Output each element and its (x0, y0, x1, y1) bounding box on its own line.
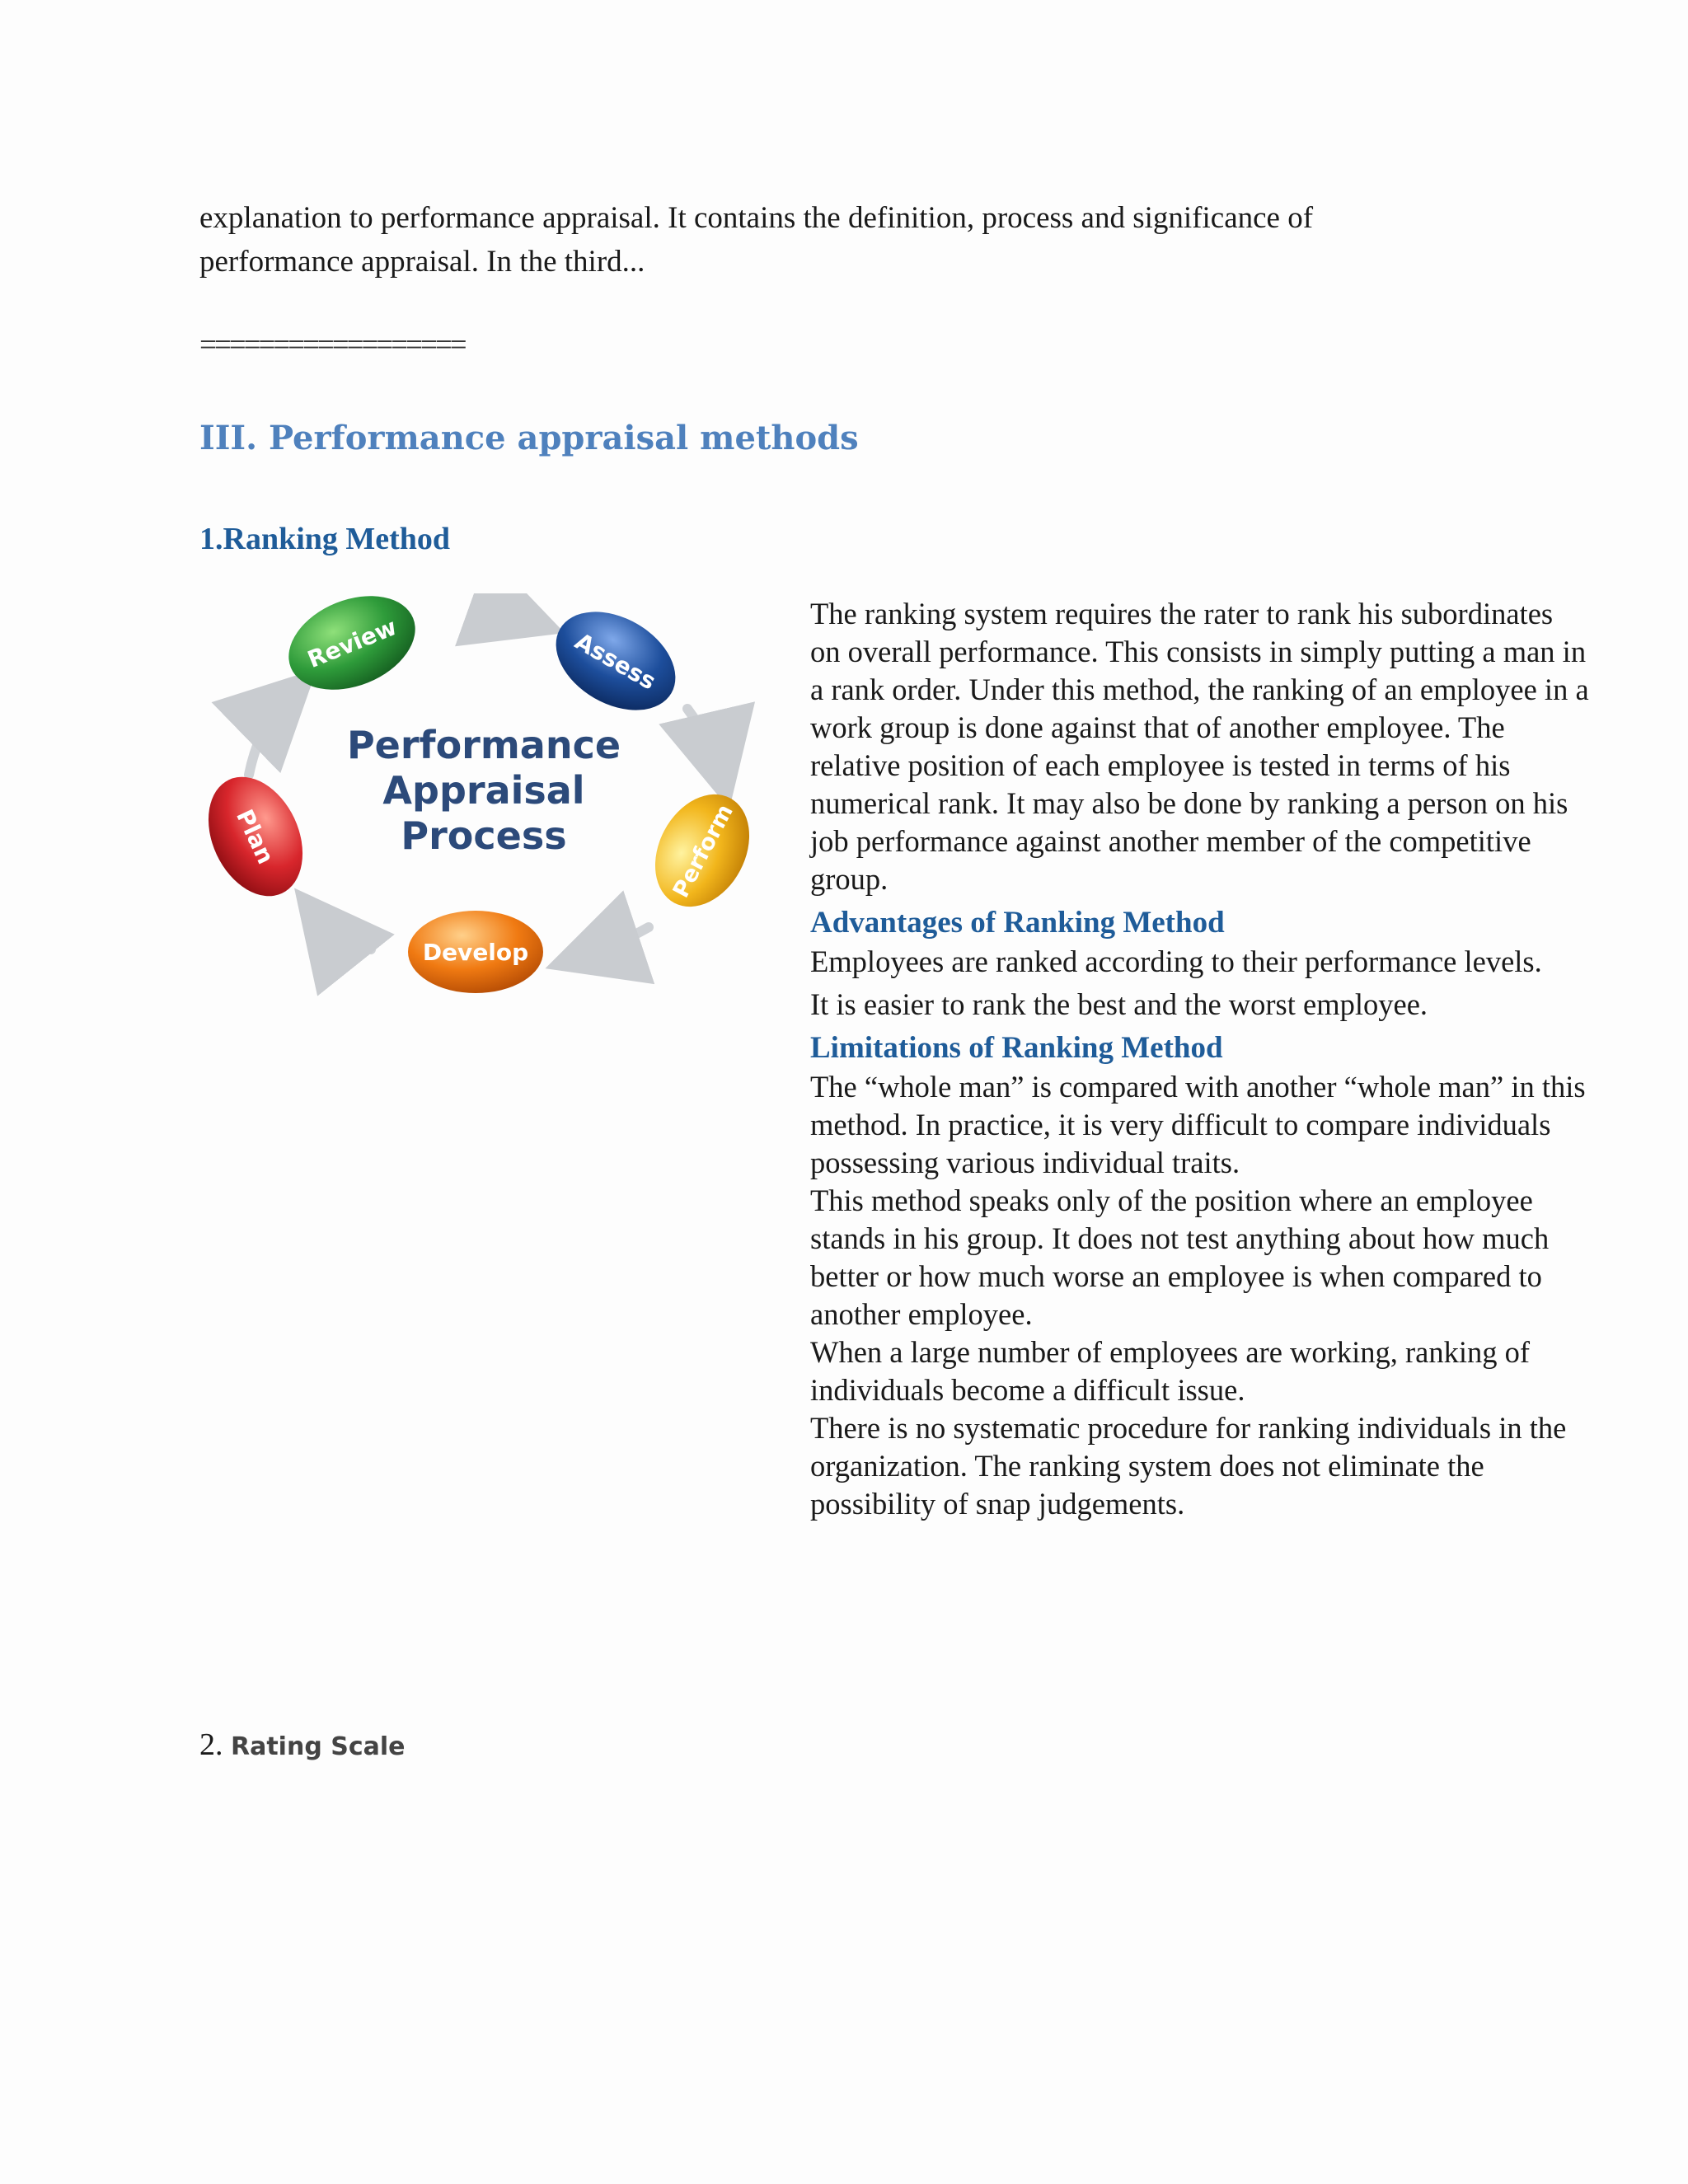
review-label: Review (303, 612, 401, 673)
intro-line-1: explanation to performance appraisal. It contains the definition, process and significance of (199, 201, 1314, 235)
process-title-line-2: Appraisal (382, 768, 585, 813)
stage-develop (408, 911, 543, 993)
process-title-line-1: Performance (346, 723, 621, 767)
arrow-develop-to-plan (319, 919, 371, 949)
appraisal-process-figure (199, 593, 768, 1005)
rating-scale-label: Rating Scale (231, 1732, 406, 1761)
section-title: III. Performance appraisal methods (199, 419, 859, 457)
separator-line: ================== (199, 328, 465, 362)
stage-perform (636, 778, 767, 923)
limitations-heading: Limitations of Ranking Method (810, 1031, 1223, 1065)
arrow-plan-to-review (249, 696, 288, 775)
limitation-item: The “whole man” is compared with another “whole man” in this method. In practice, it is very difficult to compare individuals possessing various individual traits. (810, 1070, 1586, 1179)
process-title (347, 723, 621, 858)
intro-line-2: performance appraisal. In the third... (199, 245, 645, 279)
limitation-item: This method speaks only of the position where an employee stands in his group. It does not test anything about how much better or how much worse an employee is when compared to another employee. (810, 1183, 1550, 1331)
advantages-heading: Advantages of Ranking Method (810, 906, 1225, 940)
perform-label: Perform (668, 800, 738, 902)
stage-review (274, 593, 429, 707)
intro-paragraph (199, 196, 1452, 284)
rating-scale-heading (199, 1727, 406, 1763)
stage-plan (199, 762, 321, 912)
process-title-line-3: Process (401, 813, 567, 858)
advantage-item: Employees are ranked according to their performance levels. (810, 944, 1542, 978)
ranking-description: The ranking system requires the rater to rank his subordinates on overall performance. This consists in simply putting a man in a rank order. Under this method, the ranking of an employee in a work group is done against that of another employee. The relative position of each employee is tested in terms of his numerical rank. It may also be done by ranking a person on his job performance against another member of the competitive group. (810, 597, 1589, 896)
rating-scale-number: 2. (199, 1727, 223, 1762)
ranking-method-text (810, 595, 1589, 1523)
arrow-review-to-assess (476, 615, 528, 620)
develop-label: Develop (422, 939, 529, 966)
arrow-assess-to-perform (687, 709, 720, 771)
plan-label: Plan (231, 804, 280, 869)
subsection-title: 1.Ranking Method (199, 522, 451, 556)
assess-label: Assess (570, 627, 661, 696)
stage-assess (538, 593, 692, 730)
advantage-item: It is easier to rank the best and the worst employee. (810, 987, 1428, 1021)
limitation-item: There is no systematic procedure for ranking individuals in the organization. The ranking system does not eliminate the possibility of snap judgements. (810, 1411, 1567, 1521)
limitation-item: When a large number of employees are working, ranking of individuals become a difficult issue. (810, 1335, 1530, 1407)
arrow-perform-to-develop (583, 927, 649, 956)
